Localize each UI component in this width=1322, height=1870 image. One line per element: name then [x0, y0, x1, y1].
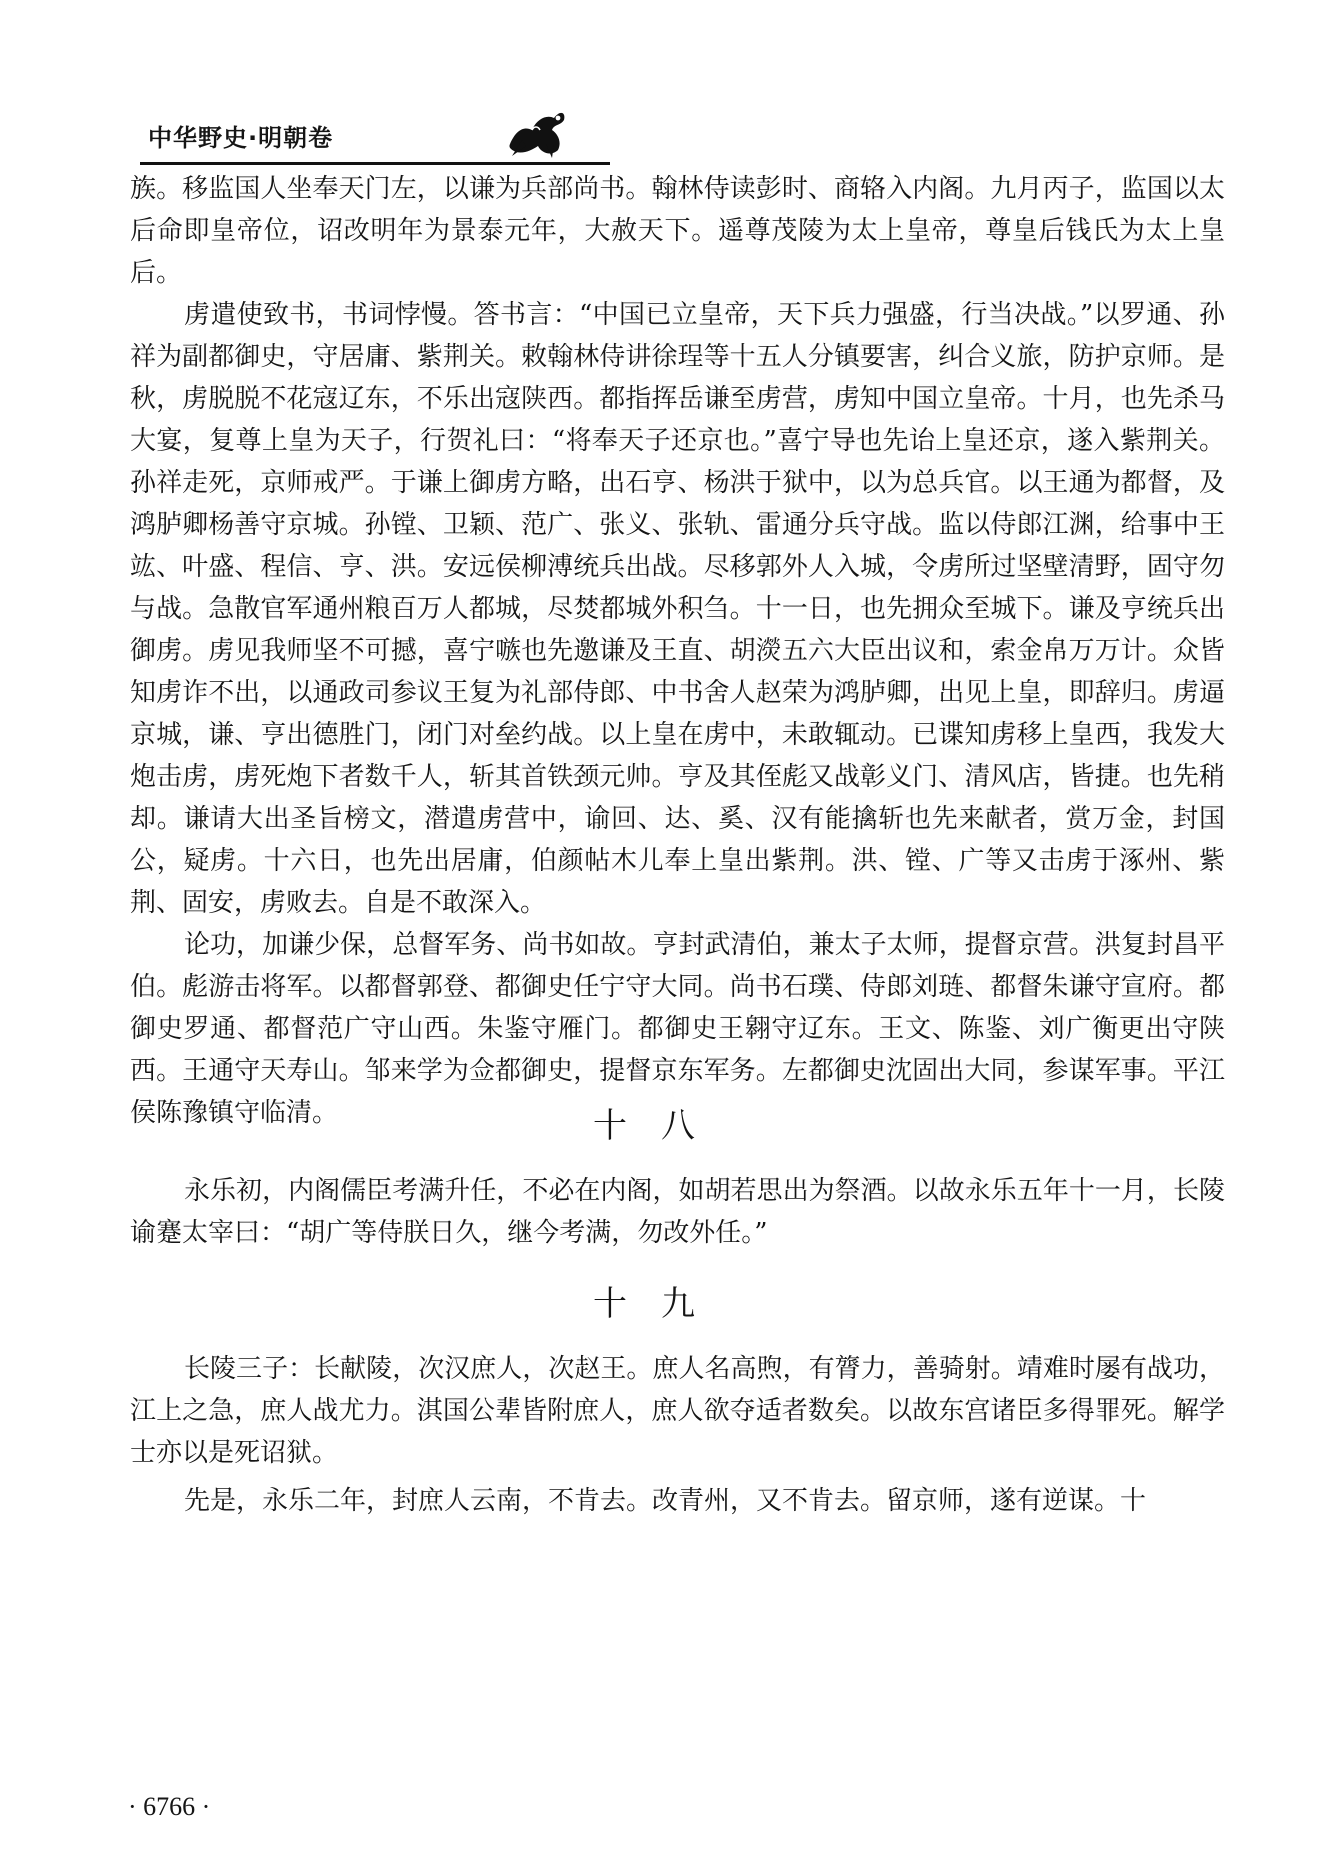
section-heading-18: 十八 [593, 1106, 729, 1146]
header-divider [140, 162, 610, 165]
paragraph-invasion: 虏遣使致书，书词悖慢。答书言：“中国已立皇帝，天下兵力强盛，行当决战。”以罗通、孙祥为副都御史，守居庸、紫荆关。敕翰林侍讲徐珵等十五人分镇要害，纠合义旅，防护京师。是秋，虏脱脱不花寇辽东，不乐出寇陕西。都指挥岳谦至虏营，虏知中国立皇帝。十月，也先杀马大宴，复尊上皇为天子，行贺礼曰：“将奉天子还京也。”喜宁导也先诒上皇还京，遂入紫荆关。孙祥走死，京师戒严。于谦上御虏方略，出石亨、杨洪于狱中，以为总兵官。以王通为都督，及鸿胪卿杨善守京城。孙镗、卫颖、范广、张义、张轨、雷通分兵守战。监以侍郎江渊，给事中王竑、叶盛、程信、亨、洪。安远侯柳溥统兵出战。尽移郭外人入城，令虏所过坚壁清野，固守勿与战。急散官军通州粮百万人都城，尽焚都城外积刍。十一日，也先拥众至城下。谦及亨统兵出御虏。虏见我师坚不可撼，喜宁嗾也先邀谦及王直、胡濙五六大臣出议和，索金帛万万计。众皆知虏诈不出，以通政司参议王复为礼部侍郎、中书舍人赵荣为鸿胪卿，出见上皇，即辞归。虏逼京城，谦、亨出德胜门，闭门对垒约战。以上皇在虏中，未敢辄动。已谍知虏移上皇西，我发大炮击虏，虏死炮下者数千人，斩其首铁颈元帅。亨及其侄彪又战彰义门、清风店，皆捷。也先稍却。谦请大出圣旨榜文，潜遣虏营中，谕回、达、奚、汉有能擒斩也先来献者，赏万金，封国公，疑虏。十六日，也先出居庸，伯颜帖木儿奉上皇出紫荆。洪、镗、广等又击虏于涿州、紫荆、固安，虏败去。自是不敢深入。 [130, 300, 1225, 918]
paragraph-section-19-b: 先是，永乐二年，封庶人云南，不肯去。改青州，又不肯去。留京师，遂有逆谋。十 [184, 1486, 1147, 1516]
section-heading-19: 十九 [593, 1284, 729, 1324]
text-block-18 [130, 1170, 1225, 1254]
paragraph-continuation: 族。移监国人坐奉天门左，以谦为兵部尚书。翰林侍读彭时、商辂入内阁。九月丙子，监国以太后命即皇帝位，诏改明年为景泰元年，大赦天下。遥尊茂陵为太上皇帝，尊皇后钱氏为太上皇后。 [130, 174, 1225, 288]
paragraph-rewards: 论功，加谦少保，总督军务、尚书如故。亨封武清伯，兼太子太师，提督京营。洪复封昌平伯。彪游击将军。以都督郭登、都御史任宁守大同。尚书石璞、侍郎刘琏、都督朱谦守宣府。都御史罗通、都督范广守山西。朱鉴守雁门。都御史王翱守辽东。王文、陈鉴、刘广衡更出守陕西。王通守天寿山。邹来学为佥都御史，提督京东军务。左都御史沈固出大同，参谋军事。平江侯陈豫镇守临清。 [130, 930, 1225, 1128]
text-block-19 [130, 1348, 1225, 1522]
paragraph-section-19-a: 长陵三子：长献陵，次汉庶人，次赵王。庶人名高煦，有膂力，善骑射。靖难时屡有战功，江上之急，庶人战尤力。淇国公辈皆附庶人，庶人欲夺适者数矣。以故东宫诸臣多得罪死。解学士亦以是死诏狱。 [130, 1354, 1225, 1468]
paragraph-section-18: 永乐初，内阁儒臣考满升任，不必在内阁，如胡若思出为祭酒。以故永乐五年十一月，长陵谕蹇太宰曰：“胡广等侍朕日久，继今考满，勿改外任。” [130, 1176, 1225, 1248]
text-block-top [130, 168, 1225, 1134]
running-header [140, 100, 1230, 166]
page-number: · 6766 · [128, 1792, 211, 1821]
dragon-emblem-icon [502, 100, 572, 160]
book-title: 中华野史·明朝卷 [148, 124, 334, 152]
